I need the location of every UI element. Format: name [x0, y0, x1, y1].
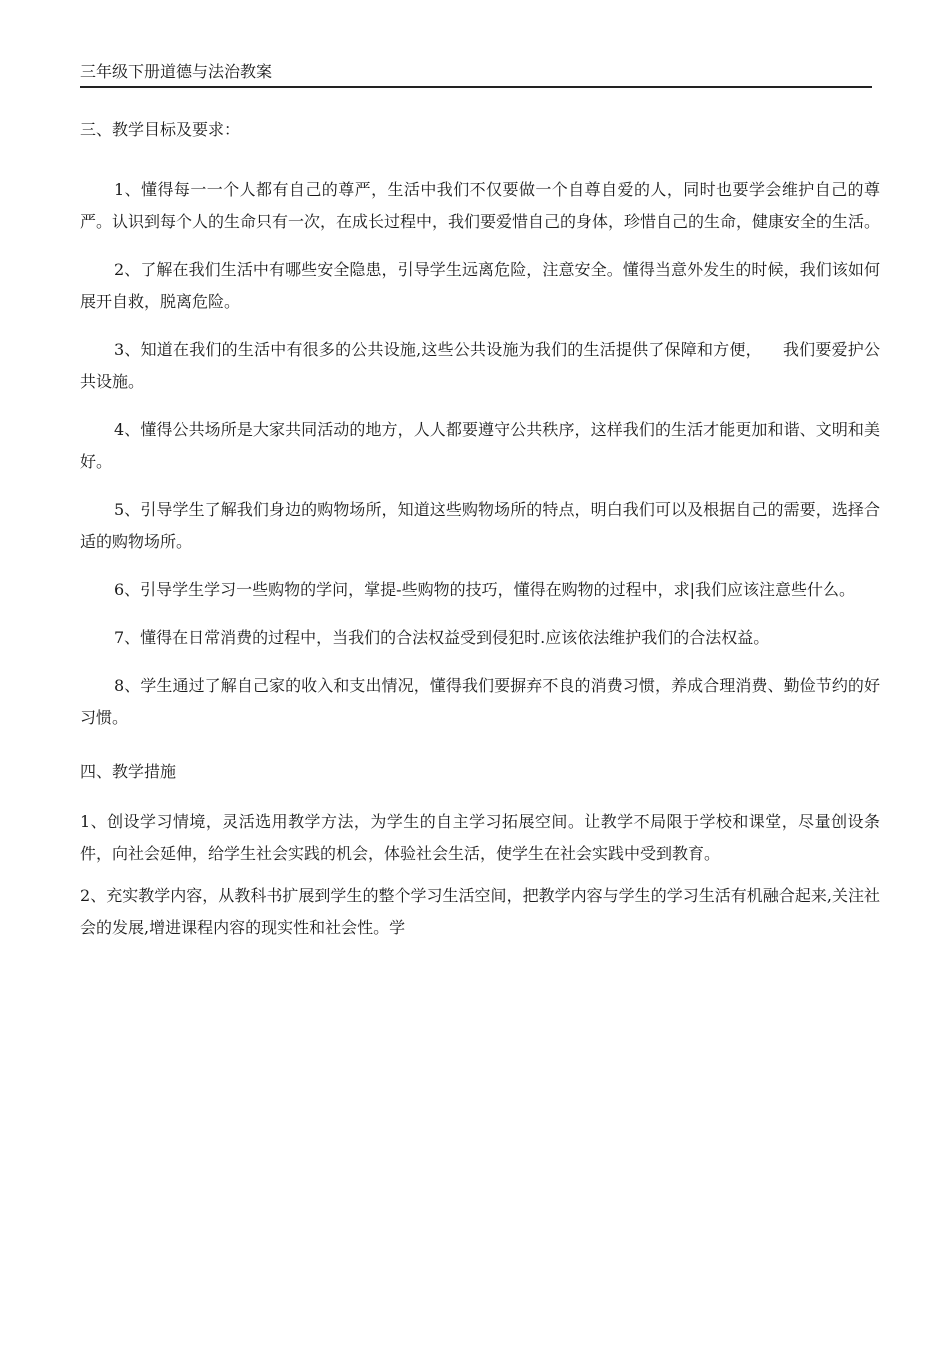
measure-item-1: 1、创设学习情境，灵活选用教学方法，为学生的自主学习拓展空间。让教学不局限于学校和课堂，尽量创设条件，向社会延伸，给学生社会实践的机会，体验社会生活，使学生在社会实践中受到教育。	[80, 812, 880, 863]
goal-item-3: 3、知道在我们的生活中有很多的公共设施,这些公共设施为我们的生活提供了保障和方便， 我们要爱护公共设施。	[80, 340, 880, 391]
goal-item-8: 8、学生通过了解自己家的收入和支出情况，懂得我们要摒弃不良的消费习惯，养成合理消费、勤俭节约的好习惯。	[80, 676, 880, 727]
goal-item-6: 6、引导学生学习一些购物的学问，掌提-些购物的技巧，懂得在购物的过程中，求|我们应该注意些什么。	[114, 580, 855, 599]
header-title: 三年级下册道德与法治教案	[80, 62, 273, 81]
section-title-goals: 三、教学目标及要求：	[80, 120, 241, 139]
document-body	[80, 114, 880, 954]
goal-item-2: 2、了解在我们生活中有哪些安全隐患，引导学生远离危险，注意安全。懂得当意外发生的时候，我们该如何展开自救，脱离危险。	[80, 260, 880, 311]
goal-item-5: 5、引导学生了解我们身边的购物场所，知道这些购物场所的特点，明白我们可以及根据自己的需要，选择合适的购物场所。	[80, 500, 880, 551]
goal-item-1: 1、懂得每一一个人都有自己的尊严，生活中我们不仅要做一个自尊自爱的人，同时也要学会维护自己的尊严。认识到每个人的生命只有一次，在成长过程中，我们要爱惜自己的身体，珍惜自己的生命，健康安全的生活。	[80, 180, 881, 231]
section-title-measures: 四、教学措施	[80, 762, 177, 781]
measure-item-2: 2、充实教学内容，从教科书扩展到学生的整个学习生活空间，把教学内容与学生的学习生活有机融合起来,关注社会的发展,增进课程内容的现实性和社会性。学	[80, 886, 880, 937]
goal-item-4: 4、懂得公共场所是大家共同活动的地方，人人都要遵守公共秩序，这样我们的生活才能更加和谐、文明和美好。	[80, 420, 880, 471]
goal-item-7: 7、懂得在日常消费的过程中，当我们的合法权益受到侵犯时.应该依法维护我们的合法权益。	[114, 628, 770, 647]
page-header	[80, 60, 872, 88]
